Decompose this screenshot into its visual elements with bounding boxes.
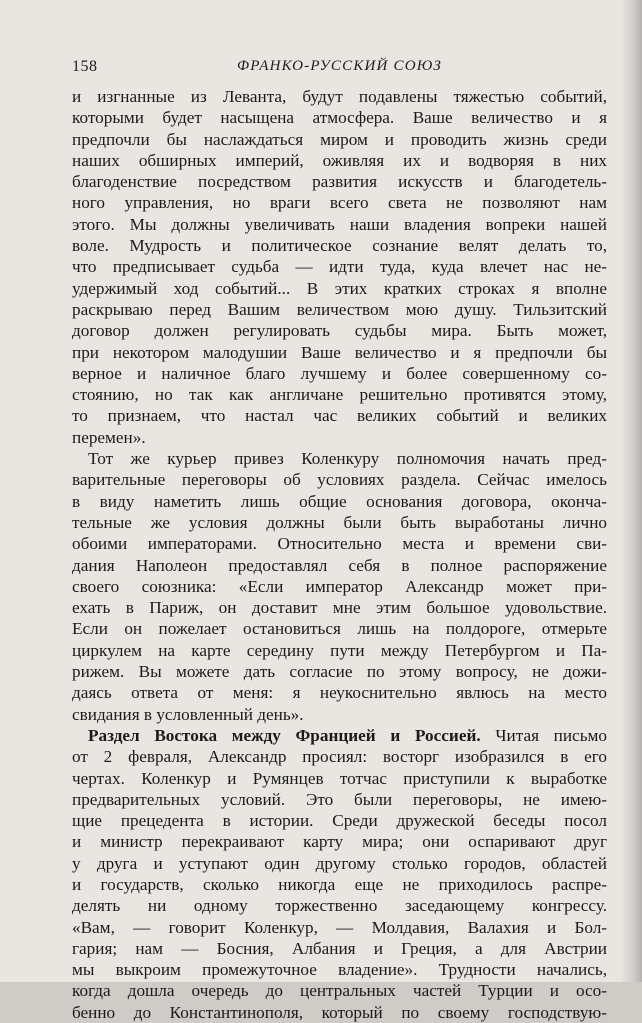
text-line: этого. Мы должны увеличивать наши владения вопреки нашей [72, 214, 607, 234]
text-line: Тот же курьер привез Коленкуру полномочия начать пред- [88, 449, 607, 469]
text-line: перемен». [72, 427, 146, 447]
text-line: которыми будет насыщена атмосфера. Ваше величество и я [72, 108, 607, 128]
text-line: варительные переговоры об условиях раздела. Сейчас имелось [72, 470, 607, 490]
text-line: благоденствие посредством развития искусств и благодетель- [72, 172, 607, 192]
text-line [72, 725, 607, 746]
body-text [72, 86, 607, 1023]
text-line: верное и наличное благо лучшему и более совершенному со- [72, 363, 607, 383]
heading-line-rest: Читая письмо [480, 725, 607, 745]
text-line: свидания в условленный день». [72, 704, 304, 724]
text-line: наших обширных империй, оживляя их и водворяя в них [72, 150, 607, 170]
text-line: обоими императорами. Относительно места и времени сви- [72, 534, 607, 554]
text-line: чертах. Коленкур и Румянцев тотчас приступили к выработке [72, 768, 607, 788]
text-line: ехать в Париж, он доставит мне этим большое удовольствие. [72, 598, 607, 618]
paragraph [72, 725, 607, 1023]
text-line: когда дошла очередь до центральных частей Турции и осо- [72, 981, 607, 1001]
text-line: даясь ответа от меня: я неукоснительно явлюсь на место [72, 683, 607, 703]
text-line: воле. Мудрость и политическое сознание велят делать то, [72, 236, 607, 256]
text-line: договор должен регулировать судьбы мира. Быть может, [72, 321, 607, 341]
page-header [72, 58, 607, 80]
text-line: при некотором малодушии Ваше величество и я предпочли бы [72, 342, 607, 362]
text-line: рижем. Вы можете дать согласие по этому вопросу, не дожи- [72, 662, 607, 682]
text-line: Если он пожелает остановиться лишь на полдороге, отмерьте [72, 619, 607, 639]
text-line: мы выкроим промежуточное владение». Трудности начались, [72, 960, 607, 980]
text-line: и государств, сколько никогда еще не приходилось распре- [72, 874, 607, 894]
page-number: 158 [72, 58, 98, 75]
text-line: предпочли бы наслаждаться миром и проводить жизнь среди [72, 129, 607, 149]
text-line: тельные же условия должны были быть выработаны лично [72, 512, 607, 532]
running-head: ФРАНКО-РУССКИЙ СОЮЗ [236, 58, 443, 74]
paragraph [72, 448, 607, 725]
section-heading: Раздел Востока между Францией и Россией. [88, 725, 481, 745]
text-line: ного управления, но враги всего света не позволяют нам [72, 193, 607, 213]
paragraph [72, 86, 607, 448]
text-line: щие прецедента в истории. Среди дружеской беседы посол [72, 811, 607, 831]
text-line: «Вам, — говорит Коленкур, — Молдавия, Валахия и Бол- [72, 917, 607, 937]
text-line: стоянию, но так как англичане решительно противятся этому, [72, 385, 607, 405]
text-line: удержимый ход событий... В этих кратких строках я вполне [72, 278, 607, 298]
text-line: что предписывает судьба — идти туда, куда влечет нас не- [72, 257, 607, 277]
text-line: у друга и уступают один другому столько городов, областей [72, 853, 607, 873]
text-line: раскрываю перед Вашим величеством мою душу. Тильзитский [72, 299, 607, 319]
text-line: от 2 февраля, Александр просиял: восторг изобразился в его [72, 747, 607, 767]
text-line: и изгнанные из Леванта, будут подавлены тяжестью событий, [72, 87, 607, 106]
text-line: предварительных условий. Это были переговоры, не имею- [72, 789, 607, 809]
text-line: и министр перекраивают карту мира; они оспаривают друг [72, 832, 607, 852]
text-line: делять ни одному торжественно заседающему конгрессу. [72, 896, 607, 916]
text-line: циркулем на карте середину пути между Петербургом и Па- [72, 640, 607, 660]
text-line: бенно до Константинополя, который по своему господствую- [72, 1002, 607, 1022]
text-line: гария; нам — Босния, Албания и Греция, а для Австрии [72, 938, 607, 958]
page-gutter-shadow [620, 0, 642, 982]
text-line: своего союзника: «Если император Александр может при- [72, 576, 607, 596]
text-line: то признаем, что настал час великих событий и великих [72, 406, 607, 426]
text-line: в виду наметить лишь общие основания договора, оконча- [72, 491, 607, 511]
text-line: дания Наполеон предоставлял себя в полное распоряжение [72, 555, 607, 575]
